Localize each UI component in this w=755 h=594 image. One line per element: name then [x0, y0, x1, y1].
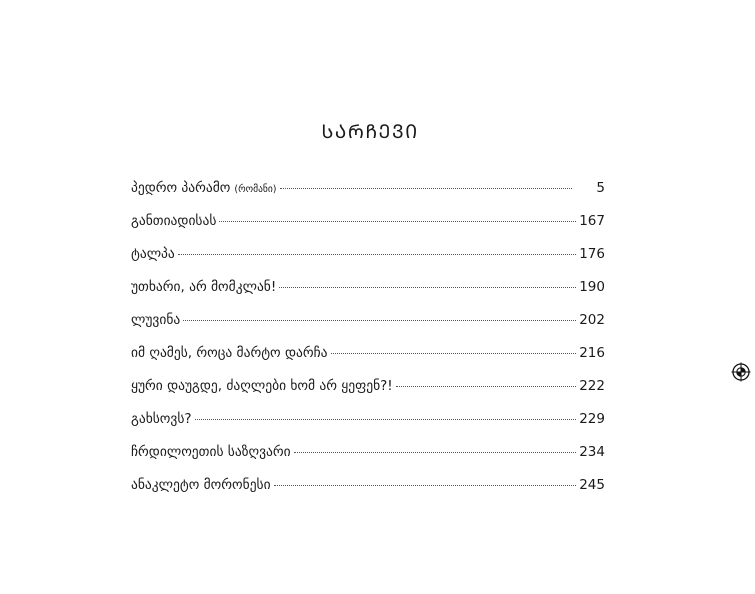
- toc-entry-page: 229: [579, 411, 605, 427]
- toc-entry-page: 202: [579, 312, 605, 328]
- toc-dot-leader: [195, 407, 577, 420]
- toc-entry-title: ტალპა: [131, 246, 175, 262]
- toc-dot-leader: [280, 176, 572, 189]
- toc-entry-page: 234: [579, 444, 605, 460]
- toc-entry: [131, 178, 605, 211]
- toc-dot-leader: [331, 341, 577, 354]
- toc-entry: [131, 376, 605, 409]
- toc-dot-leader: [183, 308, 576, 321]
- toc-dot-leader: [294, 440, 577, 453]
- toc-entry-page: 245: [579, 477, 605, 493]
- toc-entry-title: იმ ღამეს, როცა მარტო დარჩა: [131, 345, 328, 361]
- toc-list: [131, 178, 605, 508]
- toc-dot-leader: [219, 209, 576, 222]
- toc-entry: [131, 475, 605, 508]
- toc-dot-leader: [279, 275, 576, 288]
- toc-entry-title: ლუვინა: [131, 312, 181, 328]
- toc-entry: [131, 244, 605, 277]
- toc-entry-title-text: პედრო პარამო: [131, 180, 231, 196]
- toc-entry-title: გახსოვს?: [131, 411, 192, 427]
- toc-entry: [131, 409, 605, 442]
- toc-entry-page: 222: [579, 378, 605, 394]
- toc-entry-title: განთიადისას: [131, 213, 217, 229]
- toc-entry-page: 190: [579, 279, 605, 295]
- toc-dot-leader: [274, 473, 577, 486]
- toc-dot-leader: [178, 242, 576, 255]
- crosshair-registration-icon: [731, 362, 751, 382]
- toc-entry-page: 5: [596, 180, 605, 196]
- toc-entry: [131, 442, 605, 475]
- toc-entry-page: 176: [579, 246, 605, 262]
- toc-entry-title: უთხარი, არ მომკლან!: [131, 279, 277, 295]
- toc-entry: [131, 211, 605, 244]
- toc-dot-leader: [396, 374, 576, 387]
- toc-entry-title: ყური დაუგდე, ძაღლები ხომ არ ყეფენ?!: [131, 378, 393, 394]
- toc-entry-title: ანაკლეტო მორონესი: [131, 477, 271, 493]
- toc-entry: [131, 277, 605, 310]
- toc-entry-page: 216: [579, 345, 605, 361]
- toc-entry-page: 167: [579, 213, 605, 229]
- toc-entry: [131, 343, 605, 376]
- toc-title: ᲡᲐᲠᲩᲔᲕᲘ: [321, 121, 419, 143]
- toc-entry-title: [131, 178, 277, 200]
- toc-entry-note: (რომანი): [234, 184, 277, 195]
- toc-entry: [131, 310, 605, 343]
- toc-entry-title: ჩრდილოეთის საზღვარი: [131, 444, 291, 460]
